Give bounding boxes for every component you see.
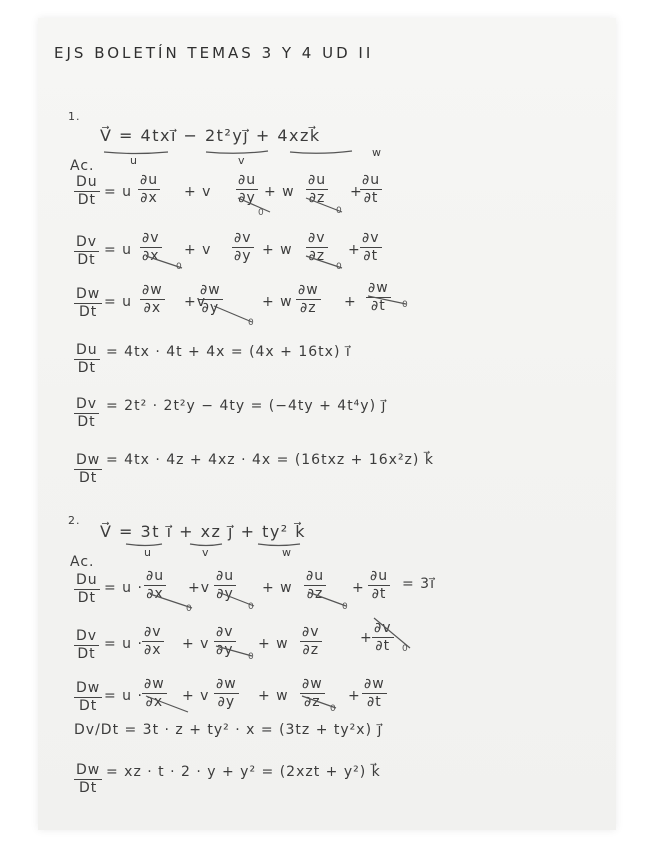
p2-r1-t3: $\frac{\partial u}{\partial z}$: [306, 568, 325, 602]
problem-2-number: 2.: [68, 514, 81, 527]
p1-res-dw-dt: $\frac{Dw}{Dt}$: [76, 452, 101, 486]
p2-r3-t3: $\frac{\partial w}{\partial z}$: [302, 676, 323, 710]
underline-v-term: [206, 151, 268, 153]
strike-p2-r2-t2: [216, 646, 252, 656]
p2-r1-t2: $\frac{\partial u}{\partial y}$: [216, 568, 235, 602]
p2-r2-s1: + v: [182, 636, 210, 652]
p2-dv-dt: $\frac{Dv}{Dt}$: [76, 628, 98, 662]
p1-r3-s1: +v: [184, 294, 207, 310]
p1-r2-s3: +: [348, 242, 361, 258]
p1-r1-t3: $\frac{\partial u}{\partial z}$: [308, 172, 327, 206]
p2-r2-t1: $\frac{\partial v}{\partial x}$: [144, 624, 162, 658]
p2-r1-eq: = u ·: [104, 580, 143, 596]
strike-p2-r2-t4: [374, 618, 410, 648]
p2-label-v: v: [202, 546, 210, 559]
p2-du-dt: $\frac{Du}{Dt}$: [76, 572, 98, 606]
p2-r2-z2: 0: [402, 644, 409, 654]
p1-label-w: w: [372, 146, 382, 159]
strike-p2-r3-t3: [302, 696, 336, 708]
p1-r2-s2: + w: [262, 242, 293, 258]
strike-p2-r1-t1: [150, 594, 192, 608]
p1-r1-t1: $\frac{\partial u}{\partial x}$: [140, 172, 159, 206]
page-title: EJS BOLETÍN TEMAS 3 Y 4 UD II: [54, 44, 374, 62]
p1-r3-t1: $\frac{\partial w}{\partial x}$: [142, 282, 163, 316]
p2-r2-z1: 0: [248, 652, 255, 662]
p1-r1-z2: 0: [336, 206, 343, 216]
p1-r2-t3: $\frac{\partial v}{\partial z}$: [308, 230, 326, 264]
underline-p2-v-term: [190, 544, 222, 546]
underline-u-term: [104, 152, 168, 154]
p1-r3-z2: 0: [402, 300, 409, 310]
p2-r2-s2: + w: [258, 636, 289, 652]
p1-res-dv-dt: $\frac{Dv}{Dt}$: [76, 396, 98, 430]
p2-r1-t4: $\frac{\partial u}{\partial t}$: [370, 568, 389, 602]
p1-label-u: u: [130, 154, 138, 167]
p2-res-dw-dt: $\frac{Dw}{Dt}$: [76, 762, 101, 796]
p2-r2-t4: $\frac{\partial v}{\partial t}$: [374, 620, 392, 654]
p1-res-v: = 2t² · 2t²y − 4ty = (−4ty + 4t⁴y) j⃗: [106, 398, 387, 414]
p1-r1-eq: = u: [104, 184, 133, 200]
p2-r3-s1: + v: [182, 688, 210, 704]
p1-r1-s2: + w: [264, 184, 295, 200]
p1-r2-s1: + v: [184, 242, 212, 258]
p1-r2-t4: $\frac{\partial v}{\partial t}$: [362, 230, 380, 264]
p2-r2-s3: +: [360, 630, 373, 646]
p2-r1-z1: 0: [186, 604, 193, 614]
p2-dw-dt: $\frac{Dw}{Dt}$: [76, 680, 101, 714]
p2-label-w: w: [282, 546, 292, 559]
p2-r2-t2: $\frac{\partial v}{\partial y}$: [216, 624, 234, 658]
strike-p1-r2-t3: [306, 256, 342, 268]
p2-r1-z3: 0: [342, 602, 349, 612]
p1-r3-s3: +: [344, 294, 357, 310]
p1-r2-t2: $\frac{\partial v}{\partial y}$: [234, 230, 252, 264]
strike-p1-r3-t2: [214, 306, 252, 322]
underline-p2-u-term: [126, 544, 162, 546]
underline-p2-w-term: [258, 544, 300, 546]
p1-r3-t4: $\frac{\partial w}{\partial t}$: [368, 280, 389, 314]
problem-1-number: 1.: [68, 110, 81, 123]
strike-p2-r1-t2: [218, 592, 254, 606]
p1-r3-t3: $\frac{\partial w}{\partial z}$: [298, 282, 319, 316]
p1-r1-z1: 0: [258, 208, 265, 218]
p2-r1-s3: +: [352, 580, 365, 596]
p1-r2-z2: 0: [336, 262, 343, 272]
p2-res-w: = xz · t · 2 · y + y² = (2xzt + y²) k⃗: [106, 764, 381, 780]
p1-dv-dt: $\frac{Dv}{Dt}$: [76, 234, 98, 268]
strike-p1-r1-t2: [238, 198, 270, 212]
p1-du-dt: $\frac{Du}{Dt}$: [76, 174, 98, 208]
p2-label-u: u: [144, 546, 152, 559]
strike-p2-r1-t3: [308, 592, 346, 606]
p1-r3-z1: 0: [248, 318, 255, 328]
p2-r1-s2: + w: [262, 580, 293, 596]
p1-r1-t4: $\frac{\partial u}{\partial t}$: [362, 172, 381, 206]
p1-r1-s3: +: [350, 184, 363, 200]
p2-r1-t1: $\frac{\partial u}{\partial x}$: [146, 568, 165, 602]
p2-r3-s3: +: [348, 688, 361, 704]
p2-r1-z2: 0: [248, 602, 255, 612]
strike-p1-r1-t3: [306, 198, 342, 212]
strike-p2-r3-t1: [146, 696, 188, 712]
p2-r1-res: = 3i⃗: [402, 576, 435, 592]
p2-r3-eq: = u ·: [104, 688, 143, 704]
p2-r3-t1: $\frac{\partial w}{\partial x}$: [144, 676, 165, 710]
p1-r3-t2: $\frac{\partial w}{\partial y}$: [200, 282, 221, 316]
p2-r2-t3: $\frac{\partial v}{\partial z}$: [302, 624, 320, 658]
p2-r3-s2: + w: [258, 688, 289, 704]
p1-dw-dt: $\frac{Dw}{Dt}$: [76, 286, 101, 320]
p1-velocity-field: V⃗ = 4txi⃗ − 2t²yj⃗ + 4xzk⃗: [100, 126, 321, 145]
p2-r3-t2: $\frac{\partial w}{\partial y}$: [216, 676, 237, 710]
p2-res-v: Dv/Dt = 3t · z + ty² · x = (3tz + ty²x) j⃗: [74, 722, 383, 738]
p1-r2-t1: $\frac{\partial v}{\partial x}$: [142, 230, 160, 264]
p1-res-u: = 4tx · 4t + 4x = (4x + 16tx) i⃗: [106, 344, 351, 360]
strike-p1-r2-t1: [146, 256, 182, 268]
p2-r3-t4: $\frac{\partial w}{\partial t}$: [364, 676, 385, 710]
p1-ac-label: Ac.: [70, 158, 95, 174]
p1-r1-s1: + v: [184, 184, 212, 200]
p1-label-v: v: [238, 154, 246, 167]
p2-r3-z1: 0: [330, 704, 337, 714]
p1-r3-eq: = u: [104, 294, 133, 310]
p1-r3-s2: + w: [262, 294, 293, 310]
p2-r1-s1: +v: [188, 580, 211, 596]
strike-p1-r3-t4: [368, 296, 406, 304]
p1-r2-z1: 0: [176, 262, 183, 272]
p2-ac-label: Ac.: [70, 554, 95, 570]
p1-res-w: = 4tx · 4z + 4xz · 4x = (16txz + 16x²z) k⃗: [106, 452, 434, 468]
p2-velocity-field: V⃗ = 3t i⃗ + xz j⃗ + ty² k⃗: [100, 522, 307, 541]
p1-res-du-dt: $\frac{Du}{Dt}$: [76, 342, 98, 376]
underline-w-term: [290, 151, 352, 153]
p1-r2-eq: = u: [104, 242, 133, 258]
p1-r1-t2: $\frac{\partial u}{\partial y}$: [238, 172, 257, 206]
p2-r2-eq: = u ·: [104, 636, 143, 652]
